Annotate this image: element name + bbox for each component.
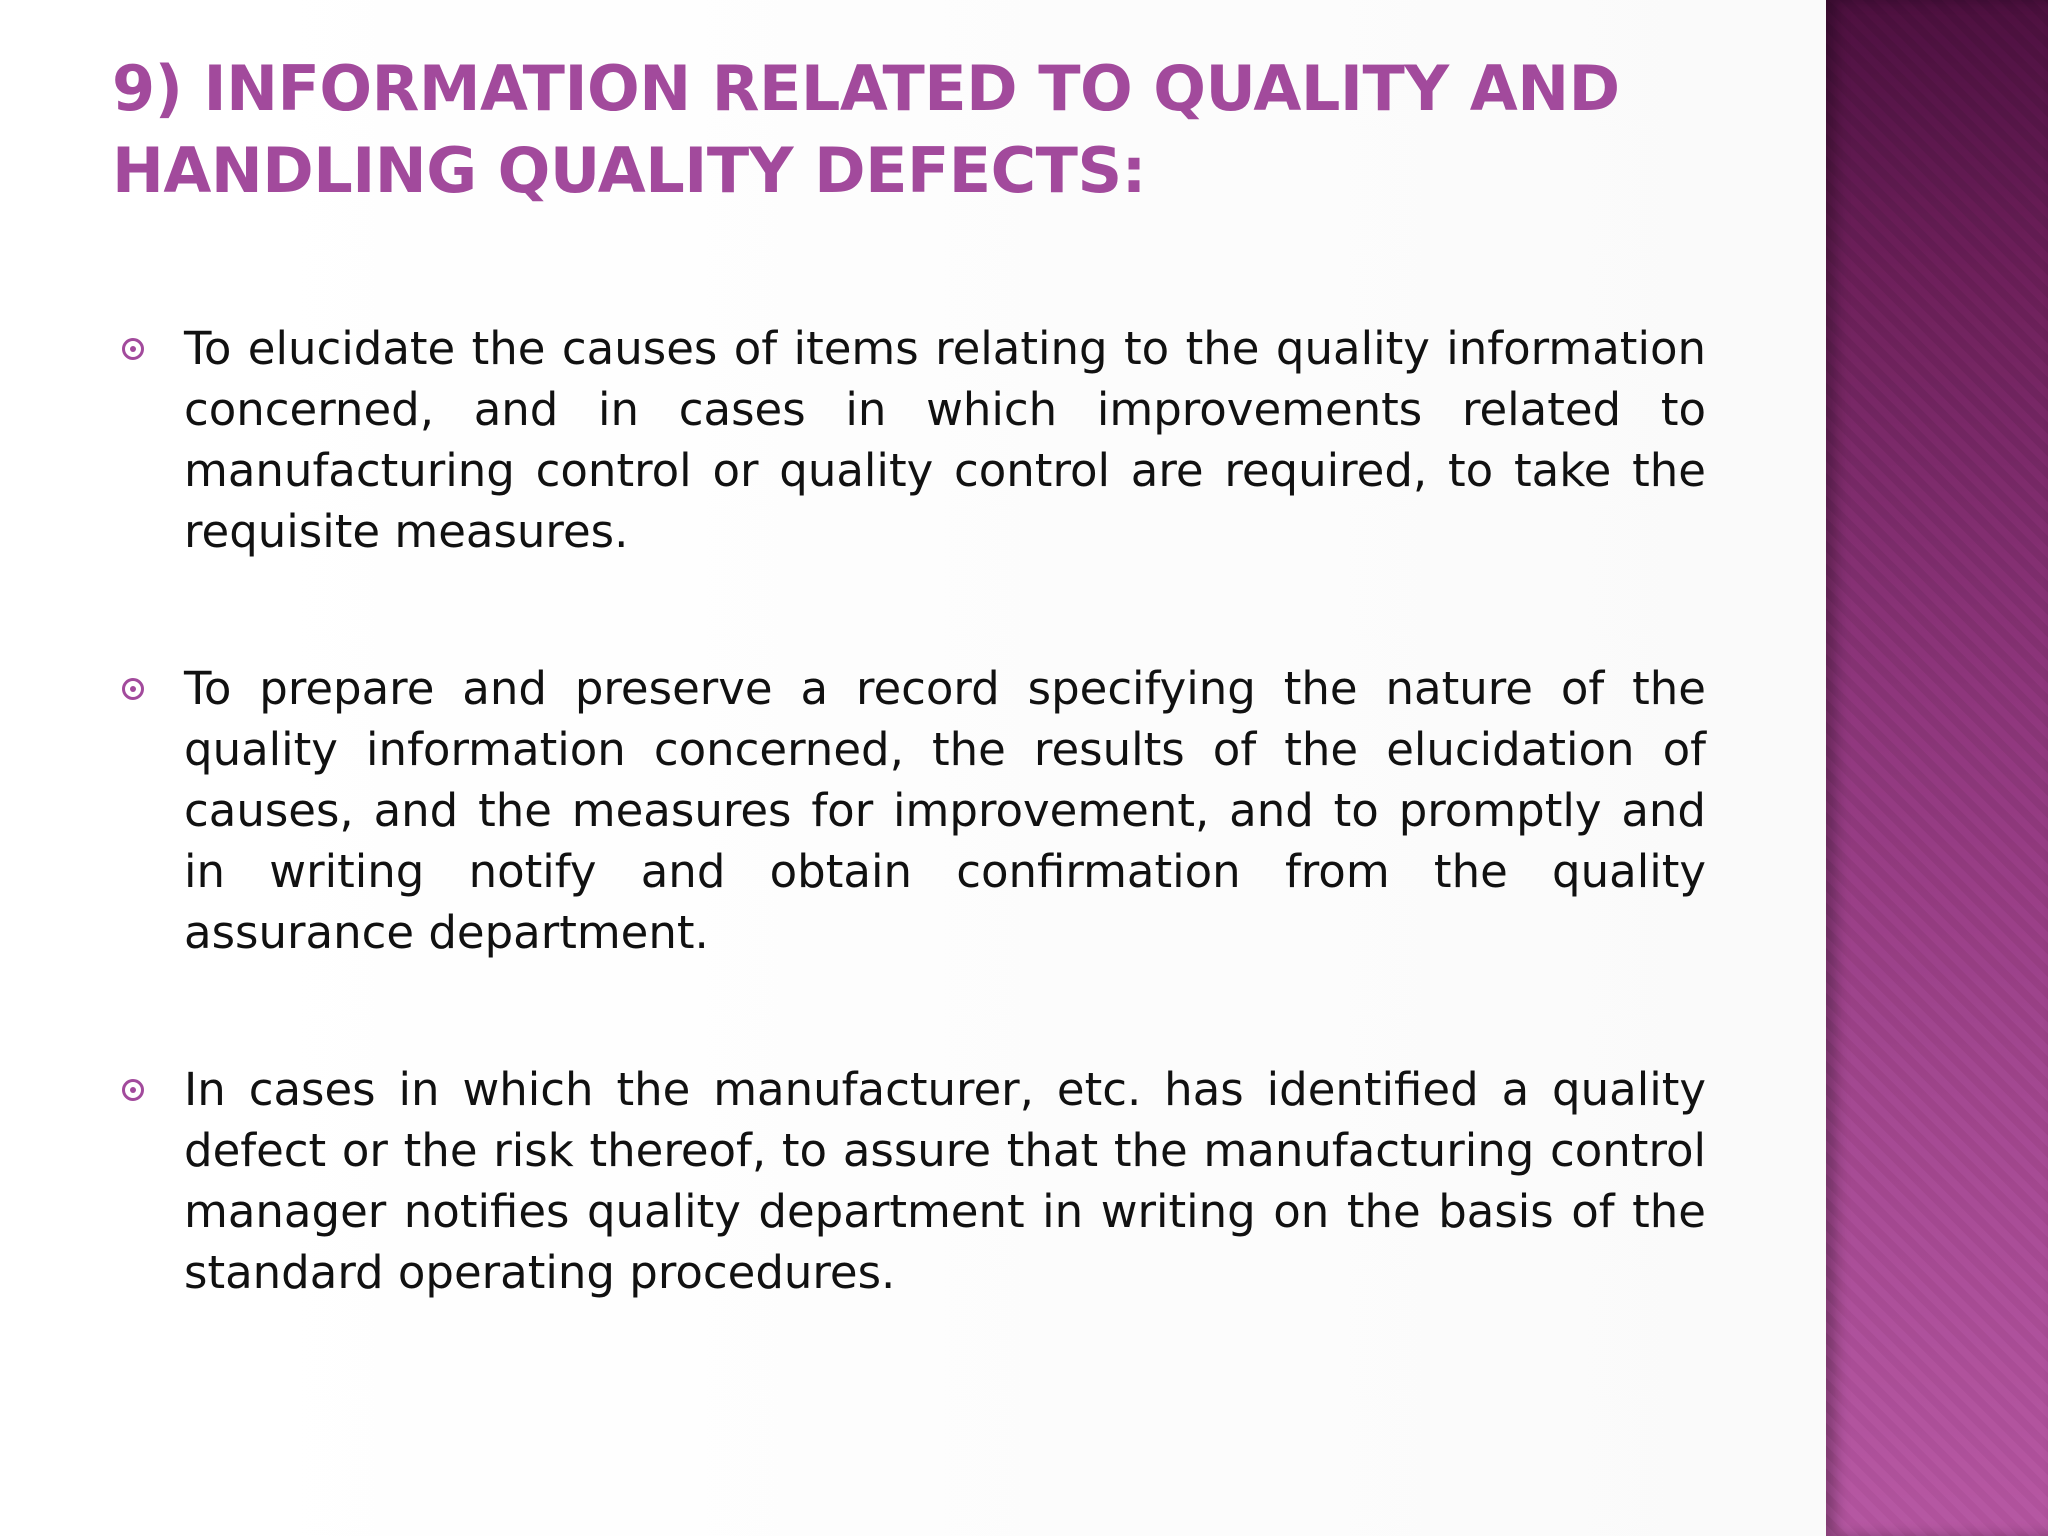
bullet-item-1: [120, 318, 1706, 562]
bullet-list: [120, 318, 1706, 1303]
circled-dot-icon: [122, 338, 144, 360]
circled-dot-icon: [122, 678, 144, 700]
bullet-text-1: To elucidate the causes of items relating to the quality information concerned, and in cases in which improvements related to manufacturing control or quality control are required, to take the requisite measures.: [184, 322, 1706, 558]
bullet-text-2: To prepare and preserve a record specifying the nature of the quality information concerned, the results of the elucidation of causes, and the measures for improvement, and to promptly and in writing notify and obtain confirmation from the quality assurance department.: [184, 662, 1706, 959]
bullet-item-3: [120, 1059, 1706, 1303]
bullet-text-3: In cases in which the manufacturer, etc. has identified a quality defect or the risk thereof, to assure that the manufacturing control manager notifies quality department in writing on the basis of the standard operating procedures.: [184, 1063, 1706, 1299]
decorative-side-band: [1826, 0, 2048, 1536]
bullet-item-2: [120, 658, 1706, 963]
circled-dot-icon: [122, 1079, 144, 1101]
slide-title: 9) INFORMATION RELATED TO QUALITY AND HANDLING QUALITY DEFECTS:: [112, 52, 1620, 207]
